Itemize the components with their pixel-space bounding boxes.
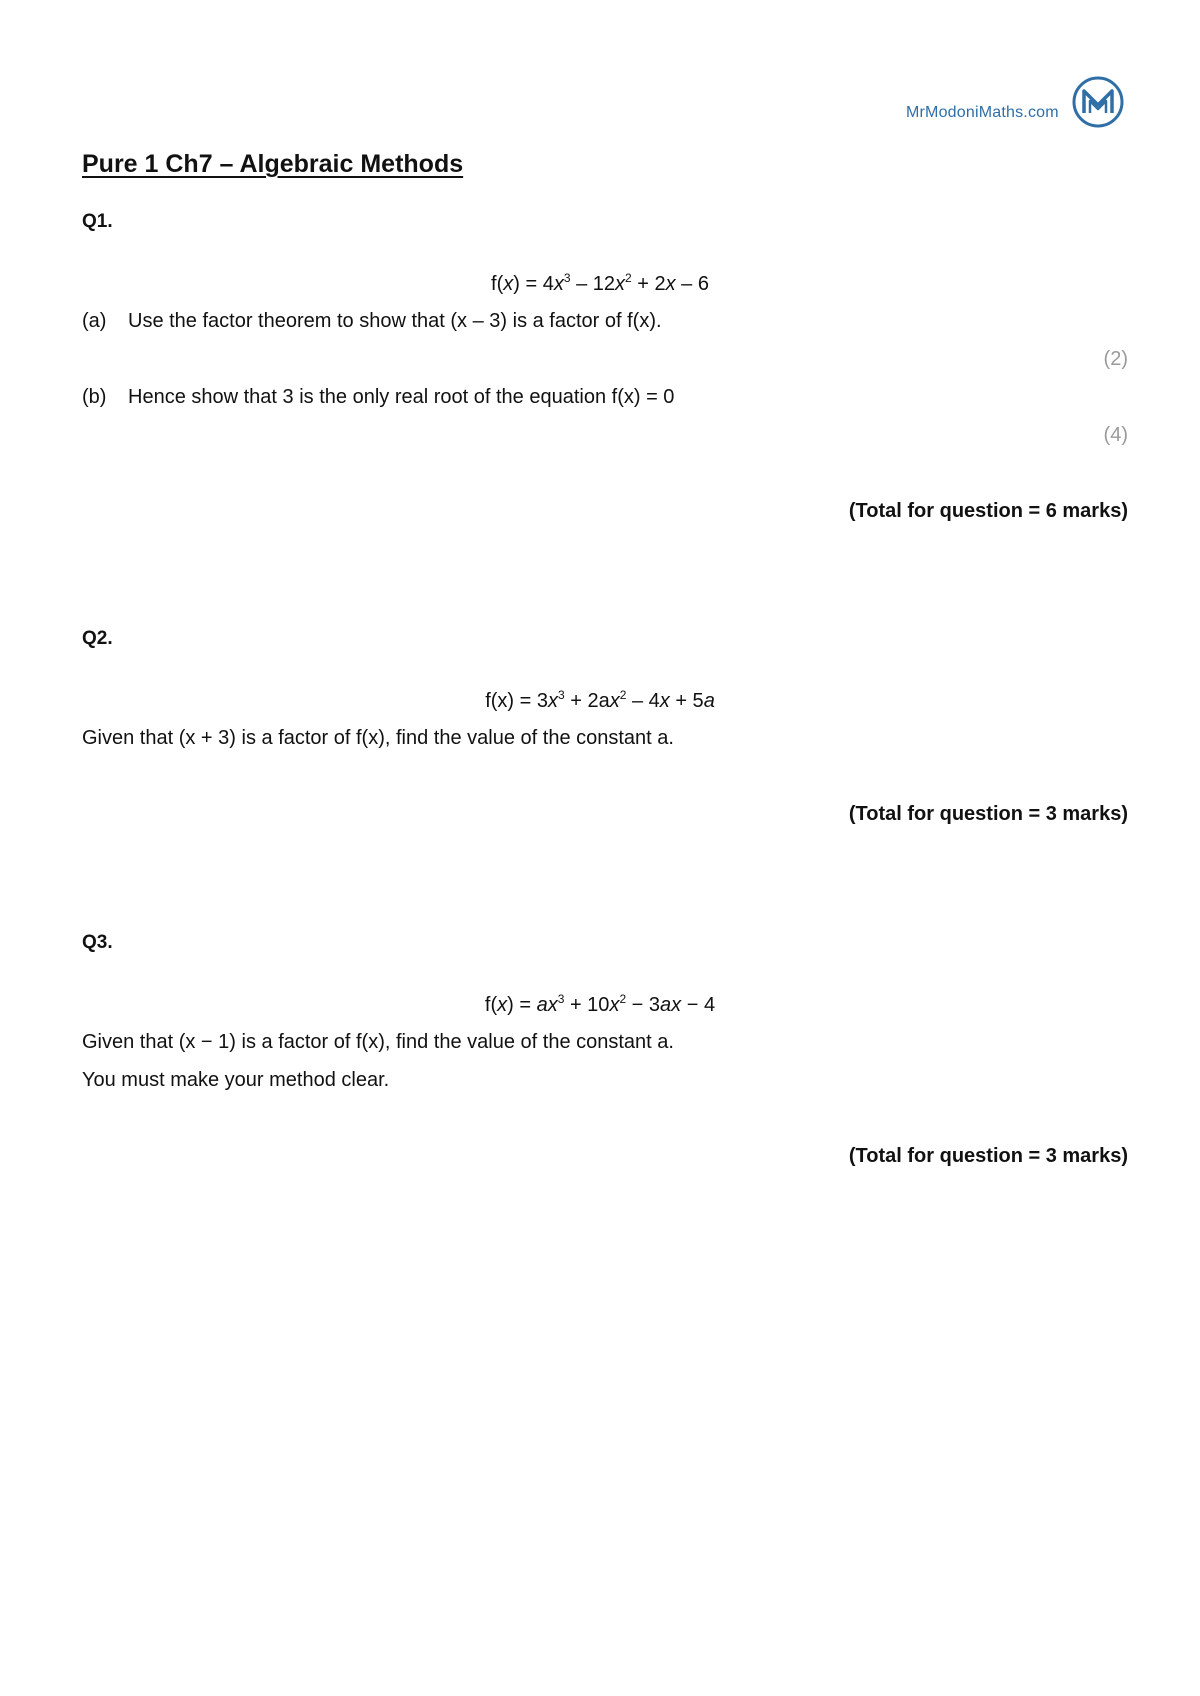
mm-monogram-logo-icon: [1071, 75, 1125, 129]
q1-part-a-letter: (a): [82, 310, 107, 332]
q1-part-b-text: Hence show that 3 is the only real root of the equation f(x) = 0: [128, 386, 675, 408]
brand-name: MrModoniMaths.com: [906, 104, 1059, 121]
q3-equation: $f(x) = ax^3 + 10x^2 - 3ax - 4$: [484, 992, 716, 1016]
q1-label: Q1.: [82, 211, 113, 232]
q3-total: (Total for question = 3 marks): [848, 1145, 1128, 1167]
q1-part-a: [82, 310, 662, 333]
q1-part-a-text: Use the factor theorem to show that (x – 3) is a factor of f(x).: [128, 310, 662, 332]
q1-part-b-marks: (4): [1103, 424, 1128, 446]
q2-total: (Total for question = 3 marks): [848, 803, 1128, 825]
q2-label: Q2.: [82, 628, 113, 649]
q1-part-b-letter: (b): [82, 386, 107, 408]
q1-equation: $f(x) = 4x^3 - 12x^2 + 2x - 6$: [491, 271, 709, 295]
q1-total: (Total for question = 6 marks): [848, 500, 1128, 522]
q3-text: Given that (x − 1) is a factor of f(x), find the value of the constant a.: [82, 1031, 674, 1053]
q1-part-b: [82, 386, 674, 409]
q3-label: Q3.: [82, 932, 113, 953]
page-title: Pure 1 Ch7 – Algebraic Methods: [82, 150, 464, 178]
q2-text: Given that (x + 3) is a factor of f(x), find the value of the constant a.: [82, 727, 674, 749]
q1-part-a-marks: (2): [1103, 348, 1128, 370]
q3-instruction: You must make your method clear.: [82, 1069, 390, 1091]
q2-equation: $f(x) = 3x^3 + 2ax^2 - 4x + 5a$: [485, 688, 715, 712]
